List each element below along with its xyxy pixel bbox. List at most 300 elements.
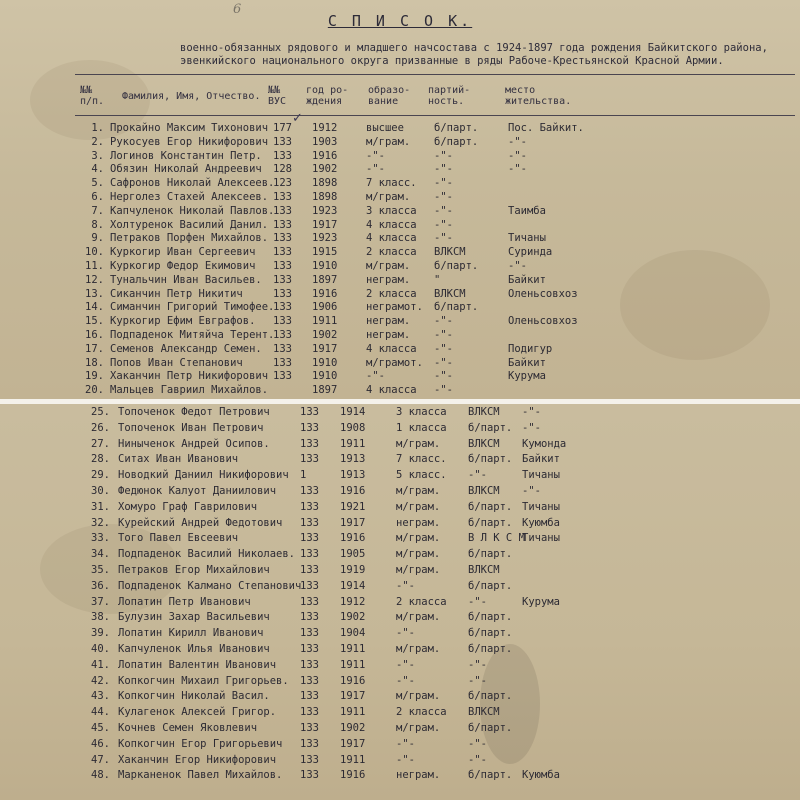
row-birth-year: 1915	[312, 246, 338, 259]
row-party: -"-	[468, 595, 487, 608]
row-education: м/грам.	[396, 722, 441, 734]
row-name: Хаканчин Егор Никифорович	[118, 753, 277, 766]
row-birth-year: 1902	[312, 163, 338, 176]
table-row	[0, 260, 800, 274]
row-party: б/парт.	[434, 135, 479, 148]
header-bottom-rule	[75, 115, 795, 116]
row-party: -"-	[434, 163, 453, 176]
table-row	[0, 469, 800, 483]
table-row	[0, 122, 800, 136]
row-name: Хаканчин Петр Никифорович	[110, 370, 269, 383]
row-number: 48.	[91, 769, 110, 782]
row-birth-year: 1919	[340, 564, 366, 576]
row-party: ВЛКСМ	[468, 485, 500, 497]
row-birth-year: 1910	[312, 356, 338, 369]
table-row	[0, 438, 800, 452]
table-row	[0, 406, 800, 420]
row-name: Рукосуев Егор Никифорович	[110, 135, 269, 148]
table-row	[0, 232, 800, 246]
row-name: Марканенок Павел Михайлов.	[118, 769, 283, 782]
row-name: Лопатин Валентин Иванович	[118, 658, 277, 671]
row-education: -"-	[396, 753, 415, 766]
row-education: -"-	[366, 149, 385, 162]
row-birth-year: 1914	[340, 406, 366, 418]
row-education: м/грам.	[396, 690, 441, 703]
row-vus: 133	[273, 218, 292, 231]
row-vus: 133	[273, 370, 292, 383]
row-vus: 133	[273, 342, 292, 355]
row-birth-year: 1914	[340, 579, 366, 592]
row-education: 5 класс.	[396, 469, 447, 482]
row-residence: Суринда	[508, 246, 553, 259]
row-number: 3.	[91, 149, 104, 162]
row-vus: 133	[300, 564, 319, 576]
row-education: м/грам.	[396, 437, 441, 450]
row-birth-year: 1917	[312, 218, 338, 231]
row-vus: 133	[273, 246, 292, 259]
row-residence: Тичаны	[522, 500, 560, 513]
row-name: Прокайно Максим Тихонович	[110, 122, 269, 134]
column-header-vus: №№ ВУС	[268, 85, 287, 107]
row-vus: 123	[273, 177, 292, 190]
row-residence: Пос. Байкит.	[508, 122, 584, 134]
row-name: Новодкий Даниил Никифорович	[118, 469, 289, 482]
table-row	[0, 219, 800, 233]
row-party: "	[434, 273, 441, 286]
row-name: Копкогчин Егор Григорьевич	[118, 737, 283, 750]
row-name: Логинов Константин Петр.	[110, 149, 262, 162]
row-number: 2.	[91, 135, 104, 148]
row-number: 6.	[91, 191, 104, 203]
row-education: -"-	[366, 163, 385, 176]
row-residence: Тичаны	[508, 232, 546, 245]
row-name: Куркогир Федор Екимович	[110, 260, 256, 272]
row-name: Попов Иван Степанович	[110, 356, 243, 369]
table-row	[0, 659, 800, 673]
column-header-year: год ро- ждения	[306, 85, 349, 107]
row-residence: -"-	[522, 421, 541, 434]
row-vus: 133	[273, 232, 292, 245]
row-vus: 133	[300, 595, 319, 608]
row-residence: Куюмба	[522, 516, 560, 529]
row-birth-year: 1897	[312, 273, 338, 286]
row-birth-year: 1898	[312, 177, 338, 190]
row-birth-year: 1911	[340, 437, 366, 450]
row-party: б/парт.	[468, 611, 513, 624]
document-title: С П И С О К.	[327, 12, 473, 30]
row-birth-year: 1906	[312, 301, 338, 314]
row-number: 18.	[85, 356, 104, 369]
row-name: Мальцев Гавриил Михайлов.	[110, 384, 269, 397]
table-row	[0, 357, 800, 371]
row-education: 4 класса	[366, 384, 417, 397]
row-education: высшее	[366, 122, 404, 134]
row-party: ВЛКСМ	[468, 706, 500, 719]
table-row	[0, 205, 800, 219]
row-residence: -"-	[508, 163, 527, 176]
row-vus: 133	[300, 579, 319, 592]
row-vus: 133	[300, 437, 319, 450]
row-education: неграм.	[366, 273, 411, 286]
row-party: б/парт.	[468, 579, 513, 592]
row-number: 38.	[91, 611, 110, 624]
column-header-name: Фамилия, Имя, Отчество.	[122, 91, 261, 102]
row-party: -"-	[468, 469, 487, 482]
table-row	[0, 754, 800, 768]
row-name: Куркогир Ефим Евграфов.	[110, 315, 256, 328]
row-birth-year: 1917	[340, 690, 366, 703]
row-vus: 177	[273, 122, 292, 134]
table-row	[0, 301, 800, 315]
row-education: -"-	[396, 674, 415, 687]
row-name: Капчуленок Илья Иванович	[118, 643, 270, 655]
row-education: неграм.	[366, 315, 411, 328]
row-vus: 133	[273, 191, 292, 203]
subtitle-line-2: эвенкийского национального округа призванные в ряды Рабоче-Крестьянской Красной Армии.	[180, 55, 724, 67]
row-birth-year: 1905	[340, 548, 366, 561]
row-party: -"-	[434, 329, 453, 341]
row-education: 3 класса	[396, 406, 447, 418]
column-header-edu: образо- вание	[368, 85, 411, 107]
row-number: 15.	[85, 315, 104, 328]
row-name: Кочнев Семен Яковлевич	[118, 722, 258, 734]
row-party: б/парт.	[468, 722, 513, 734]
row-vus: 133	[273, 356, 292, 369]
table-row	[0, 517, 800, 531]
row-birth-year: 1908	[340, 421, 366, 434]
row-education: -"-	[396, 658, 415, 671]
row-name: Копкогчин Николай Васил.	[118, 690, 270, 703]
row-party: -"-	[434, 315, 453, 328]
row-party: -"-	[468, 658, 487, 671]
row-name: Семенов Александр Семен.	[110, 342, 262, 355]
row-education: м/грам.	[366, 260, 411, 272]
row-birth-year: 1910	[312, 370, 338, 383]
row-vus: 1	[300, 469, 307, 482]
row-number: 40.	[91, 643, 110, 655]
row-education: м/грам.	[396, 564, 441, 576]
row-residence: Оленьсовхоз	[508, 315, 578, 328]
row-number: 35.	[91, 564, 110, 576]
row-vus: 133	[273, 273, 292, 286]
row-name: Тунальчин Иван Васильев.	[110, 273, 262, 286]
row-party: -"-	[434, 191, 453, 203]
row-vus: 133	[300, 737, 319, 750]
row-party: б/парт.	[468, 548, 513, 561]
row-name: Нерголез Стахей Алексеев.	[110, 191, 269, 203]
row-party: -"-	[434, 218, 453, 231]
table-row	[0, 163, 800, 177]
row-residence: Курума	[522, 595, 560, 608]
row-number: 16.	[85, 329, 104, 341]
table-row	[0, 722, 800, 736]
row-number: 41.	[91, 658, 110, 671]
row-name: Федюнок Калуот Даниилович	[118, 485, 277, 497]
row-residence: Таимба	[508, 204, 546, 217]
row-education: 4 класса	[366, 342, 417, 355]
row-name: Булузин Захар Васильевич	[118, 611, 270, 624]
row-number: 13.	[85, 287, 104, 300]
row-birth-year: 1923	[312, 232, 338, 245]
row-name: Симанчин Григорий Тимофее.	[110, 301, 275, 314]
row-party: -"-	[434, 356, 453, 369]
row-education: 1 класса	[396, 421, 447, 434]
row-education: 2 класса	[396, 595, 447, 608]
row-party: б/парт.	[468, 500, 513, 513]
table-row	[0, 329, 800, 343]
row-birth-year: 1916	[340, 674, 366, 687]
row-name: Топоченок Иван Петрович	[118, 421, 264, 434]
row-number: 30.	[91, 485, 110, 497]
table-row	[0, 643, 800, 657]
row-party: б/парт.	[434, 122, 479, 134]
row-education: м/грам.	[396, 532, 441, 545]
row-number: 44.	[91, 706, 110, 719]
table-row	[0, 627, 800, 641]
row-birth-year: 1912	[312, 122, 338, 134]
row-vus: 133	[300, 485, 319, 497]
row-name: Ниныченок Андрей Осипов.	[118, 437, 270, 450]
row-vus: 133	[273, 329, 292, 341]
row-vus: 133	[273, 301, 292, 314]
row-birth-year: 1911	[340, 643, 366, 655]
row-vus: 133	[300, 706, 319, 719]
row-party: ВЛКСМ	[468, 564, 500, 576]
row-party: б/парт.	[468, 627, 513, 640]
header-top-rule	[75, 74, 795, 75]
row-vus: 133	[300, 674, 319, 687]
row-number: 10.	[85, 246, 104, 259]
row-vus: 133	[300, 453, 319, 466]
row-education: неграм.	[366, 329, 411, 341]
row-birth-year: 1921	[340, 500, 366, 513]
row-vus: 133	[273, 149, 292, 162]
row-number: 36.	[91, 579, 110, 592]
table-row	[0, 177, 800, 191]
row-birth-year: 1911	[340, 753, 366, 766]
row-residence: Подигур	[508, 342, 553, 355]
row-name: Лопатин Петр Иванович	[118, 595, 251, 608]
row-number: 34.	[91, 548, 110, 561]
row-name: Того Павел Евсеевич	[118, 532, 239, 545]
table-row	[0, 596, 800, 610]
row-vus: 133	[300, 690, 319, 703]
row-birth-year: 1910	[312, 260, 338, 272]
row-education: 2 класса	[366, 246, 417, 259]
row-residence: -"-	[522, 485, 541, 497]
row-birth-year: 1916	[340, 532, 366, 545]
row-education: 7 класс.	[396, 453, 447, 466]
row-party: -"-	[434, 177, 453, 190]
row-party: б/парт.	[468, 690, 513, 703]
row-birth-year: 1916	[312, 149, 338, 162]
table-row	[0, 675, 800, 689]
row-vus: 133	[300, 722, 319, 734]
row-residence: -"-	[522, 406, 541, 418]
row-vus: 133	[300, 643, 319, 655]
row-name: Холтуренок Василий Данил.	[110, 218, 269, 231]
row-number: 5.	[91, 177, 104, 190]
row-name: Подпаденок Митяйча Терент.	[110, 329, 275, 341]
row-name: Лопатин Кирилл Иванович	[118, 627, 264, 640]
row-name: Ситах Иван Иванович	[118, 453, 239, 466]
row-party: б/парт.	[468, 453, 513, 466]
row-education: 4 класса	[366, 232, 417, 245]
row-party: -"-	[434, 370, 453, 383]
row-birth-year: 1916	[340, 769, 366, 782]
row-name: Топоченок Федот Петрович	[118, 406, 270, 418]
row-number: 12.	[85, 273, 104, 286]
table-row	[0, 501, 800, 515]
row-birth-year: 1917	[340, 516, 366, 529]
table-row	[0, 422, 800, 436]
row-residence: -"-	[508, 149, 527, 162]
row-vus: 133	[273, 315, 292, 328]
table-row	[0, 580, 800, 594]
table-row	[0, 690, 800, 704]
document-page-top	[0, 0, 800, 399]
row-vus: 133	[300, 532, 319, 545]
row-party: ВЛКСМ	[468, 437, 500, 450]
column-header-party: партий- ность.	[428, 85, 471, 107]
table-row	[0, 564, 800, 578]
row-residence: Оленьсовхоз	[508, 287, 578, 300]
row-education: м/грам.	[396, 500, 441, 513]
table-row	[0, 532, 800, 546]
row-residence: Тичаны	[522, 469, 560, 482]
row-residence: Куюмба	[522, 769, 560, 782]
row-party: б/парт.	[468, 643, 513, 655]
row-number: 46.	[91, 737, 110, 750]
row-education: неграм.	[396, 769, 441, 782]
table-row	[0, 370, 800, 384]
row-number: 4.	[91, 163, 104, 176]
table-row	[0, 738, 800, 752]
table-row	[0, 343, 800, 357]
table-row	[0, 706, 800, 720]
row-education: 2 класса	[396, 706, 447, 719]
row-education: 2 класса	[366, 287, 417, 300]
row-number: 11.	[85, 260, 104, 272]
row-birth-year: 1902	[312, 329, 338, 341]
row-vus: 133	[273, 260, 292, 272]
row-vus: 133	[300, 753, 319, 766]
row-party: -"-	[468, 674, 487, 687]
row-name: Петраков Порфен Михайлов.	[110, 232, 269, 245]
row-vus: 133	[273, 287, 292, 300]
row-birth-year: 1923	[312, 204, 338, 217]
row-residence: Байкит	[508, 273, 546, 286]
row-vus: 133	[273, 204, 292, 217]
row-vus: 133	[300, 548, 319, 561]
row-number: 39.	[91, 627, 110, 640]
table-row	[0, 191, 800, 205]
table-row	[0, 611, 800, 625]
row-party: б/парт.	[468, 769, 513, 782]
row-vus: 133	[300, 500, 319, 513]
row-name: Сафронов Николай Алексеев.	[110, 177, 275, 190]
row-party: -"-	[468, 737, 487, 750]
row-vus: 133	[300, 406, 319, 418]
row-residence: Тичаны	[522, 532, 560, 545]
row-party: -"-	[434, 204, 453, 217]
row-name: Подпаденок Василий Николаев.	[118, 548, 296, 561]
column-header-num: №№ п/п.	[80, 85, 105, 107]
row-residence: Байкит	[522, 453, 560, 466]
row-education: -"-	[396, 737, 415, 750]
row-number: 9.	[91, 232, 104, 245]
row-name: Курейский Андрей Федотович	[118, 516, 283, 529]
row-vus: 128	[273, 163, 292, 176]
row-birth-year: 1917	[312, 342, 338, 355]
pencil-mark: 6	[233, 2, 242, 17]
row-residence: Байкит	[508, 356, 546, 369]
row-number: 31.	[91, 500, 110, 513]
row-number: 26.	[91, 421, 110, 434]
table-row	[0, 453, 800, 467]
row-number: 47.	[91, 753, 110, 766]
row-education: 4 класса	[366, 218, 417, 231]
row-party: -"-	[434, 342, 453, 355]
row-name: Капчуленок Николай Павлов.	[110, 204, 275, 217]
row-residence: Курума	[508, 370, 546, 383]
row-vus: 133	[300, 421, 319, 434]
table-row	[0, 315, 800, 329]
row-number: 32.	[91, 516, 110, 529]
row-party: -"-	[434, 232, 453, 245]
table-row	[0, 548, 800, 562]
subtitle-line-1: военно-обязанных рядового и младшего начсостава с 1924-1897 года рождения Байкитского района,	[180, 42, 768, 54]
row-number: 29.	[91, 469, 110, 482]
row-name: Обязин Николай Андреевич	[110, 163, 262, 176]
row-education: неграм.	[396, 516, 441, 529]
row-education: 3 класса	[366, 204, 417, 217]
row-birth-year: 1913	[340, 453, 366, 466]
row-number: 1.	[91, 122, 104, 134]
row-education: м/грам.	[366, 135, 411, 148]
row-residence: -"-	[508, 135, 527, 148]
row-education: -"-	[396, 627, 415, 640]
row-education: -"-	[396, 579, 415, 592]
row-birth-year: 1897	[312, 384, 338, 397]
row-education: м/грам.	[366, 191, 411, 203]
row-number: 27.	[91, 437, 110, 450]
row-name: Копкогчин Михаил Григорьев.	[118, 674, 289, 687]
row-number: 7.	[91, 204, 104, 217]
row-name: Куркогир Иван Сергеевич	[110, 246, 256, 259]
row-birth-year: 1912	[340, 595, 366, 608]
row-birth-year: 1917	[340, 737, 366, 750]
row-name: Подпаденок Калмано Степанович	[118, 579, 302, 592]
row-birth-year: 1902	[340, 722, 366, 734]
row-name: Кулагенок Алексей Григор.	[118, 706, 277, 719]
row-number: 43.	[91, 690, 110, 703]
row-party: -"-	[434, 384, 453, 397]
table-row	[0, 288, 800, 302]
row-party: ВЛКСМ	[468, 406, 500, 418]
table-row	[0, 384, 800, 398]
row-number: 17.	[85, 342, 104, 355]
check-mark: ✓	[292, 111, 303, 126]
row-vus: 133	[300, 627, 319, 640]
row-birth-year: 1898	[312, 191, 338, 203]
row-name: Хомуро Граф Гаврилович	[118, 500, 258, 513]
row-education: неграмот.	[366, 301, 423, 314]
row-birth-year: 1911	[312, 315, 338, 328]
row-birth-year: 1911	[340, 658, 366, 671]
row-education: м/грам.	[396, 643, 441, 655]
row-number: 14.	[85, 301, 104, 314]
